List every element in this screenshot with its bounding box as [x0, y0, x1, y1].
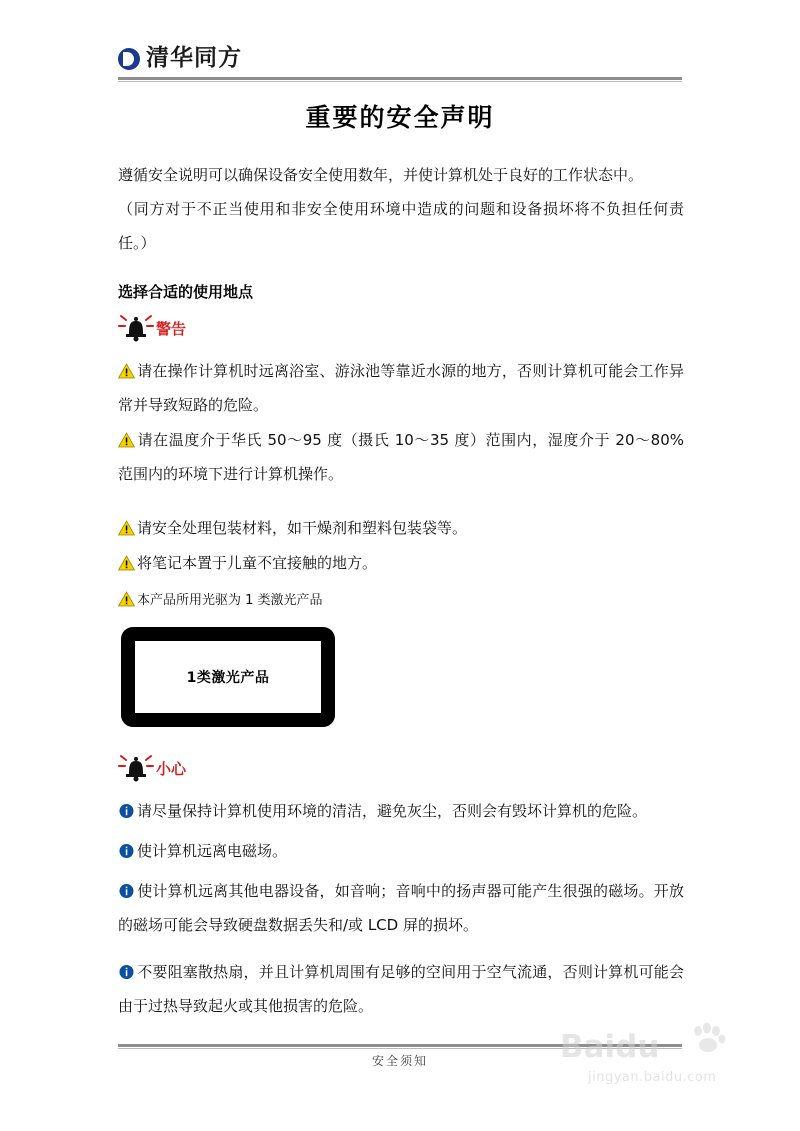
info-circle-icon — [118, 803, 135, 819]
page-title: 重要的安全声明 — [305, 103, 495, 132]
warning-item-3-text: 请安全处理包装材料，如干燥剂和塑料包装袋等。 — [137, 519, 468, 537]
alarm-bell-icon — [118, 312, 154, 342]
tongfang-logo-icon — [118, 48, 140, 70]
caution-item-1-text: 请尽量保持计算机使用环境的清洁，避免灰尘，否则会有毁坏计算机的危险。 — [137, 802, 648, 820]
caution-item-1 — [118, 794, 684, 828]
warning-triangle-icon — [118, 363, 135, 379]
caution-banner — [118, 752, 186, 782]
warning-item-4 — [118, 546, 684, 580]
header-divider-thin — [118, 81, 682, 82]
watermark-main-text: Baidu — [560, 1029, 660, 1065]
intro-paragraph-2: （同方对于不正当使用和非安全使用环境中造成的问题和设备损坏将不负担任何责任。） — [118, 200, 684, 252]
info-circle-icon — [118, 964, 135, 980]
watermark-sub-text: jingyan.baidu.com — [588, 1070, 717, 1085]
caution-item-2-text: 使计算机远离电磁场。 — [137, 842, 288, 860]
caution-item-4-text: 不要阻塞散热扇，并且计算机周围有足够的空间用于空气流通，否则计算机可能会由于过热导致起火或其他损害的危险。 — [118, 963, 684, 1015]
section-heading-location: 选择合适的使用地点 — [118, 283, 254, 301]
paw-print-icon — [688, 1022, 728, 1054]
info-circle-icon — [118, 883, 135, 899]
info-circle-icon — [118, 843, 135, 859]
warning-item-5 — [118, 586, 684, 616]
warning-triangle-icon — [118, 520, 135, 536]
footer-divider-thin — [118, 1048, 682, 1049]
caution-item-3-text: 使计算机远离其他电器设备，如音响；音响中的扬声器可能产生很强的磁场。开放的磁场可能会导致硬盘数据丢失和/或 LCD 屏的损坏。 — [118, 882, 684, 934]
document-header — [118, 47, 682, 79]
laser-class-label-text: 1类激光产品 — [186, 670, 270, 686]
caution-item-3 — [118, 874, 684, 942]
warning-triangle-icon — [118, 591, 135, 607]
caution-banner-label: 小心 — [156, 760, 187, 778]
brand-logo — [118, 47, 242, 70]
caution-item-2 — [118, 834, 684, 868]
warning-item-1-text: 请在操作计算机时远离浴室、游泳池等靠近水源的地方，否则计算机可能会工作异常并导致短路的危险。 — [118, 362, 684, 414]
warning-item-2-text: 请在温度介于华氏 50～95 度（摄氏 10～35 度）范围内，湿度介于 20～80% 范围内的环境下进行计算机操作。 — [118, 431, 684, 483]
footer-divider — [118, 1044, 682, 1047]
warning-triangle-icon — [118, 555, 135, 571]
warning-item-3 — [118, 511, 684, 545]
header-divider — [118, 77, 682, 80]
warning-banner-label: 警告 — [156, 320, 187, 338]
warning-item-4-text: 将笔记本置于儿童不宜接触的地方。 — [137, 554, 378, 572]
warning-triangle-icon — [118, 432, 135, 448]
warning-banner — [118, 312, 186, 342]
warning-item-1 — [118, 354, 684, 422]
warning-item-5-text: 本产品所用光驱为 1 类激光产品 — [137, 593, 323, 608]
brand-logo-text: 清华同方 — [146, 45, 242, 71]
laser-class-label-box — [121, 627, 335, 727]
laser-class-label-inner — [135, 641, 321, 713]
caution-item-4 — [118, 955, 684, 1023]
warning-item-2 — [118, 423, 684, 491]
alarm-bell-icon — [118, 752, 154, 782]
intro-paragraph-1: 遵循安全说明可以确保设备安全使用数年，并使计算机处于良好的工作状态中。 — [118, 166, 644, 184]
footer-note: 安全须知 — [371, 1054, 428, 1068]
